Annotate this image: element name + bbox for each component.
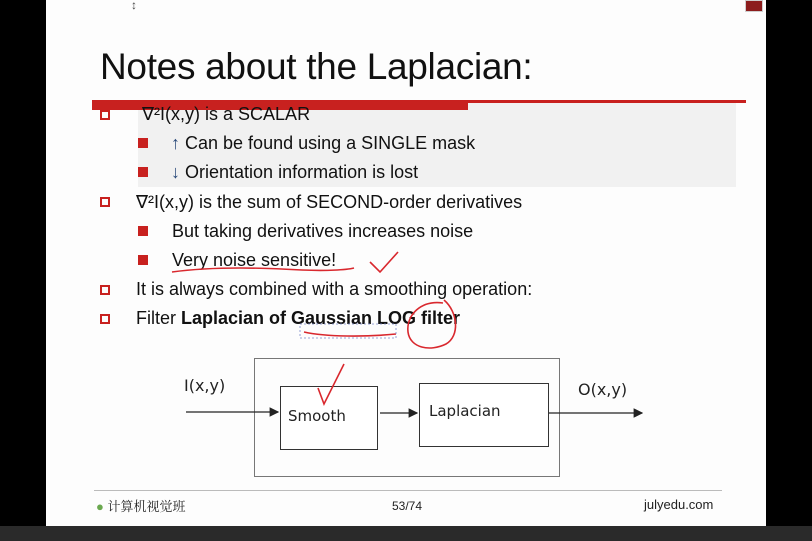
sub-bullet-noise: But taking derivatives increases noise	[172, 221, 474, 241]
sub-bullet-text: Can be found using a SINGLE mask	[185, 133, 476, 153]
footer-logo-text: 计算机视觉班	[107, 499, 186, 514]
underline-annotation	[172, 268, 354, 272]
bullet-smoothing: It is always combined with a smoothing operation:	[136, 279, 533, 299]
gaussian-underline-annotation	[304, 332, 396, 336]
page-number: 53/74	[392, 499, 423, 513]
diagram-input-label: I(x,y)	[184, 376, 226, 395]
slide-title: Notes about the Laplacian:	[100, 46, 533, 87]
circle-annotation	[408, 300, 456, 348]
smooth-checkmark-annotation	[318, 364, 344, 404]
footer-logo	[96, 496, 186, 515]
footer-divider	[94, 490, 722, 491]
player-bottom-strip	[0, 526, 812, 541]
diagram-output-label: O(x,y)	[578, 380, 628, 399]
sub-bullet-text: Orientation information is lost	[185, 162, 419, 182]
window-icon[interactable]	[745, 0, 763, 12]
laplacian-box-label: Laplacian	[429, 402, 501, 420]
bulb-icon: ●	[96, 499, 104, 514]
resize-cursor-icon: ↕	[131, 0, 137, 12]
sub-bullet-sensitive: Very noise sensitive!	[172, 250, 337, 270]
checkmark-annotation	[370, 252, 398, 272]
bullet-bold-text: Laplacian of Gaussian LOG filter	[181, 308, 461, 328]
bullet-second-order: ∇²I(x,y) is the sum of SECOND-order derivatives	[136, 192, 523, 212]
bullet-prefix: Filter	[136, 308, 181, 328]
smooth-box-label: Smooth	[288, 407, 346, 425]
bullet-scalar: ∇²I(x,y) is a SCALAR	[142, 104, 311, 124]
down-arrow-icon: ↓	[171, 162, 180, 182]
diagram-arrows	[46, 0, 766, 526]
up-arrow-icon: ↑	[171, 133, 180, 153]
footer-site: julyedu.com	[644, 497, 714, 512]
slide-canvas	[46, 0, 766, 526]
